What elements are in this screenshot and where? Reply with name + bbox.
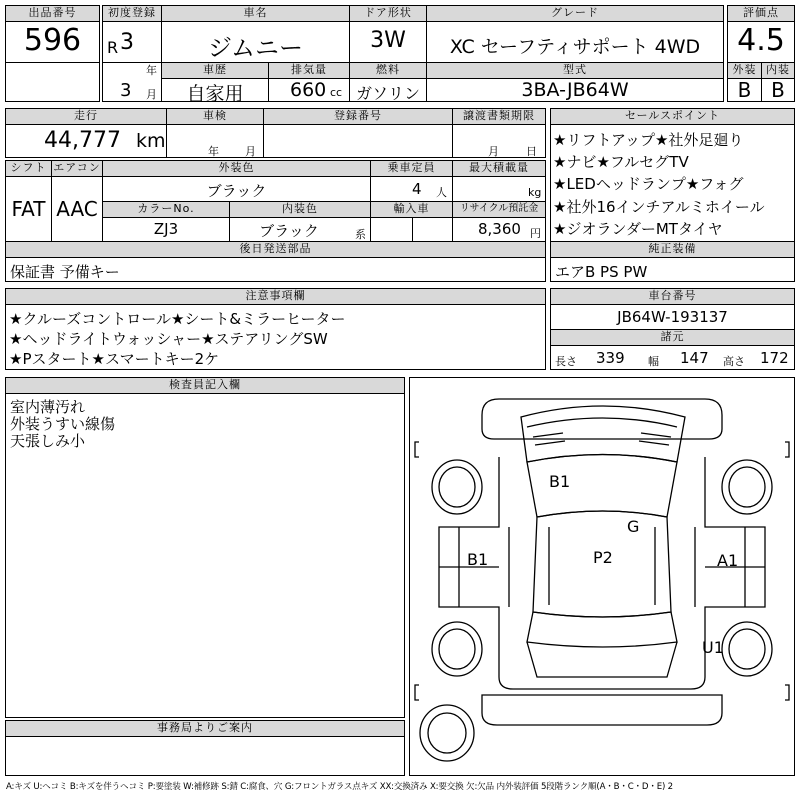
later-parts-value: 保証書 予備キー (10, 263, 120, 281)
height-value: 172 (760, 349, 789, 367)
damage-mark: B1 (549, 472, 571, 491)
interior-grade-header: 内装 (761, 62, 795, 79)
registration-header: 初度登録 (102, 5, 162, 22)
transfer-month-unit: 月 (488, 145, 499, 158)
later-parts-header: 後日発送部品 (5, 241, 546, 258)
office-header: 事務局よりご案内 (5, 720, 405, 737)
registration-era: R (107, 38, 119, 57)
width-label: 幅 (648, 355, 659, 368)
door-value: 3W (370, 28, 406, 53)
equipment-header: 純正装備 (550, 241, 795, 258)
inspector-line: 室内薄汚れ (10, 398, 86, 416)
score-header: 評価点 (727, 5, 795, 22)
length-label: 長さ (555, 355, 577, 368)
damage-mark: A1 (717, 551, 739, 570)
sales-point-item: ★社外16インチアルミホイール (553, 198, 765, 216)
legend: A:キズ U:ヘコミ B:キズを伴うヘコミ P:要塗装 W:補修跡 S:錆 C:腐食、穴 G:フロントガラス点キズ XX:交換済み X:要交換 欠:欠品 内外装評価 5段階ランク順(A・B・C・D・E) 2 (6, 782, 673, 792)
recycle-unit: 円 (530, 227, 541, 240)
max-load-unit: kg (528, 186, 542, 199)
car-name-value: ジムニー (207, 34, 304, 62)
grade-value: XC セーフティサポート 4WD (449, 36, 701, 58)
transfer-header: 譲渡書類期限 (452, 108, 546, 125)
capacity-value: 4 (412, 180, 422, 198)
registration-year: 3 (120, 30, 134, 55)
damage-mark: U1 (702, 638, 724, 657)
aircon-header: エアコン (51, 160, 103, 177)
sales-point-item: ★ナビ★フルセグTV (553, 153, 689, 171)
exterior-color-header: 外装色 (102, 160, 371, 177)
history-value: 自家用 (186, 83, 244, 105)
height-label: 高さ (723, 355, 745, 368)
interior-grade-value: B (771, 78, 785, 102)
lot-lower-box (5, 62, 100, 102)
plate-box (263, 124, 453, 158)
exterior-grade-value: B (737, 78, 752, 102)
specs-header: 諸元 (550, 329, 795, 346)
notes-line: ★ヘッドライトウォッシャー★ステアリングSW (9, 330, 328, 348)
damage-mark: P2 (593, 548, 613, 567)
shift-header: シフト (5, 160, 52, 177)
aircon-value: AAC (56, 197, 98, 221)
damage-mark: B1 (467, 550, 489, 569)
sales-point-item: ★リフトアップ★社外足廻り (553, 131, 744, 149)
specs-box (550, 345, 795, 370)
notes-line: ★クルーズコントロール★シート&ミラーヒーター (9, 310, 346, 328)
inspector-line: 天張しみ小 (10, 432, 86, 450)
capacity-unit: 人 (436, 186, 447, 199)
model-code-value: 3BA-JB64W (521, 79, 629, 101)
recycle-header: リサイクル預託金 (452, 201, 546, 218)
mileage-header: 走行 (5, 108, 167, 125)
displacement-unit: cc (330, 86, 343, 99)
length-value: 339 (596, 349, 625, 367)
import-header: 輸入車 (370, 201, 453, 218)
car-name-header: 車名 (161, 5, 350, 22)
lot-number: 596 (23, 23, 82, 58)
notes-line: ★Pスタート★スマートキー2ケ (9, 350, 220, 368)
capacity-header: 乗車定員 (370, 160, 453, 177)
chassis-value: JB64W-193137 (617, 308, 728, 326)
door-header: ドア形状 (349, 5, 427, 22)
shift-value: FAT (11, 197, 46, 221)
damage-diagram (409, 377, 795, 776)
inspection-month-unit: 月 (245, 145, 256, 158)
sales-point-item: ★ジオランダーMTタイヤ (553, 220, 723, 238)
sales-points-header: セールスポイント (550, 108, 795, 125)
inspector-line: 外装うすい線傷 (10, 415, 116, 433)
history-header: 車歴 (161, 62, 269, 79)
max-load-header: 最大積載量 (452, 160, 546, 177)
import-box (370, 217, 413, 242)
lot-header: 出品番号 (5, 5, 100, 22)
plate-header: 登録番号 (263, 108, 453, 125)
inspection-header: 車検 (166, 108, 264, 125)
sales-point-item: ★LEDヘッドランプ★フォグ (553, 175, 744, 193)
color-no-header: カラーNo. (102, 201, 230, 218)
fuel-value: ガソリン (355, 84, 420, 103)
fuel-header: 燃料 (349, 62, 427, 79)
interior-color-unit: 系 (355, 228, 366, 241)
mileage-unit: km (136, 130, 166, 152)
damage-mark: G (627, 517, 640, 536)
width-value: 147 (680, 349, 709, 367)
inspector-header: 検査員記入欄 (5, 377, 405, 394)
office-box (5, 736, 405, 776)
score-value: 4.5 (737, 23, 785, 58)
interior-color-header: 内装色 (229, 201, 371, 218)
import-box-2 (412, 217, 453, 242)
model-code-header: 型式 (426, 62, 724, 79)
interior-color-value: ブラック (259, 222, 319, 240)
registration-month: 3 (120, 80, 132, 101)
mileage-value: 44,777 (44, 128, 121, 153)
exterior-color-value: ブラック (206, 182, 267, 200)
recycle-value: 8,360 (478, 220, 521, 238)
color-no-value: ZJ3 (153, 220, 179, 238)
registration-year-unit: 年 (146, 64, 157, 77)
inspection-year-unit: 年 (208, 145, 219, 158)
exterior-grade-header: 外装 (727, 62, 762, 79)
registration-month-unit: 月 (146, 88, 157, 101)
displacement-value: 660 (290, 79, 327, 101)
equipment-value: エアB PS PW (555, 263, 648, 281)
displacement-header: 排気量 (268, 62, 350, 79)
notes-header: 注意事項欄 (5, 288, 546, 305)
chassis-header: 車台番号 (550, 288, 795, 305)
transfer-day-unit: 日 (526, 145, 537, 158)
grade-header: グレード (426, 5, 724, 22)
